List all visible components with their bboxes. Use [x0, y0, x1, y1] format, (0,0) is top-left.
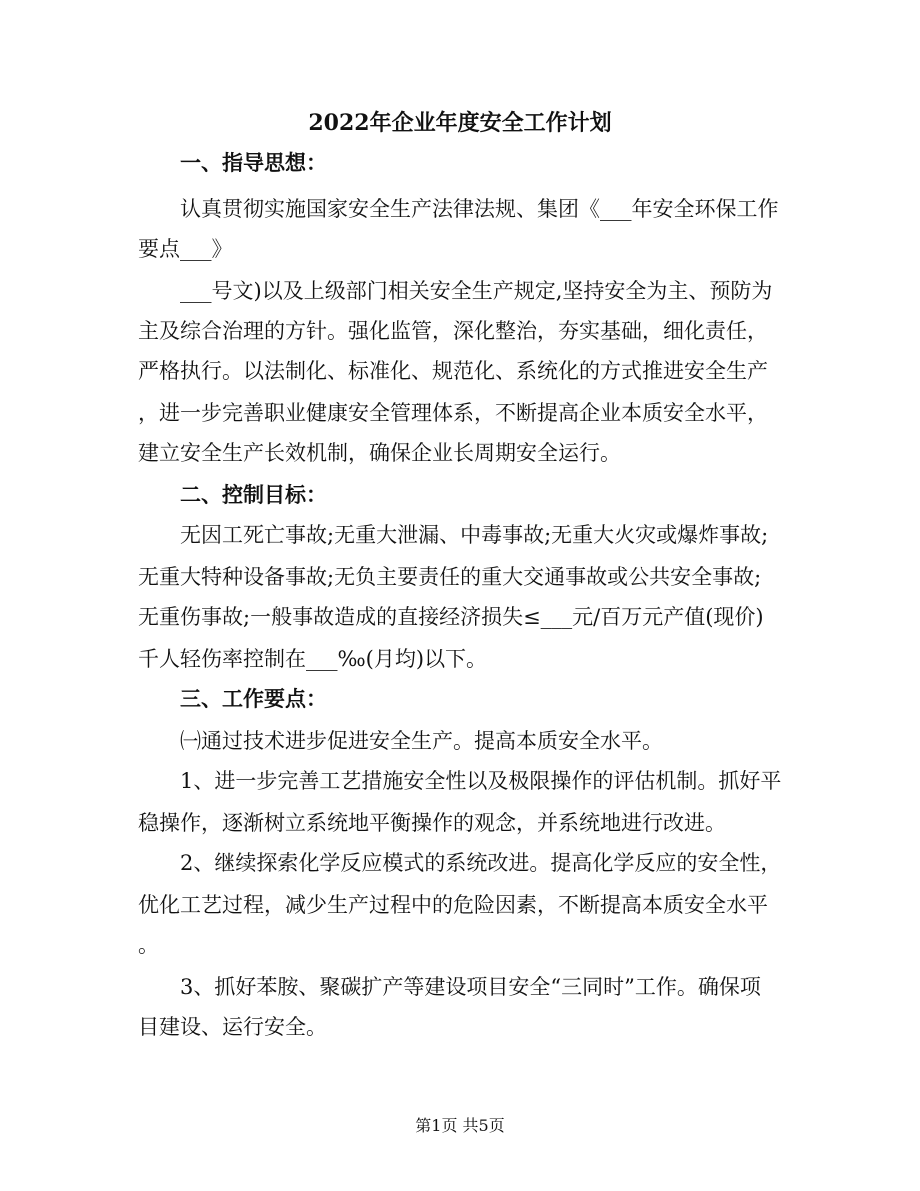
paragraph-line: 优化工艺过程，减少生产过程中的危险因素，不断提高本质安全水平	[138, 893, 768, 917]
paragraph-line: 千人轻伤率控制在___‰(月均)以下。	[138, 647, 488, 671]
paragraph-line: 无重大特种设备事故;无负主要责任的重大交通事故或公共安全事故;	[138, 565, 762, 589]
paragraph-line: ___号文)以及上级部门相关安全生产规定,坚持安全为主、预防为	[180, 279, 773, 303]
paragraph-line: 。	[138, 933, 159, 957]
paragraph-line: 主及综合治理的方针。强化监管，深化整治，夯实基础，细化责任，	[138, 319, 768, 343]
section-heading-work-points: 三、工作要点：	[180, 686, 327, 711]
paragraph-line: 严格执行。以法制化、标准化、规范化、系统化的方式推进安全生产	[138, 359, 768, 383]
paragraph-line: 无重伤事故;一般事故造成的直接经济损失≤___元/百万元产值(现价)	[138, 605, 764, 629]
paragraph-line: 建立安全生产长效机制，确保企业长周期安全运行。	[138, 441, 621, 465]
paragraph-line: 2、继续探索化学反应模式的系统改进。提高化学反应的安全性，	[180, 851, 782, 875]
section-heading-guiding-ideology: 一、指导思想：	[180, 150, 327, 175]
page-number-footer: 第1页 共5页	[415, 1116, 505, 1135]
paragraph-line: 认真贯彻实施国家安全生产法律法规、集团《___年安全环保工作	[180, 197, 779, 221]
document-title: 2022年企业年度安全工作计划	[308, 110, 612, 136]
paragraph-line: ㈠通过技术进步促进安全生产。提高本质安全水平。	[180, 729, 663, 753]
section-heading-control-targets: 二、控制目标：	[180, 482, 327, 507]
paragraph-line: 目建设、运行安全。	[138, 1015, 327, 1039]
paragraph-line: 3、抓好苯胺、聚碳扩产等建设项目安全“三同时”工作。确保项	[180, 975, 761, 999]
paragraph-line: 稳操作，逐渐树立系统地平衡操作的观念，并系统地进行改进。	[138, 811, 726, 835]
paragraph-line: ，进一步完善职业健康安全管理体系，不断提高企业本质安全水平，	[138, 401, 768, 425]
paragraph-line: 要点___》	[138, 237, 233, 261]
paragraph-line: 1、进一步完善工艺措施安全性以及极限操作的评估机制。抓好平	[180, 769, 782, 793]
paragraph-line: 无因工死亡事故;无重大泄漏、中毒事故;无重大火灾或爆炸事故;	[180, 523, 769, 547]
